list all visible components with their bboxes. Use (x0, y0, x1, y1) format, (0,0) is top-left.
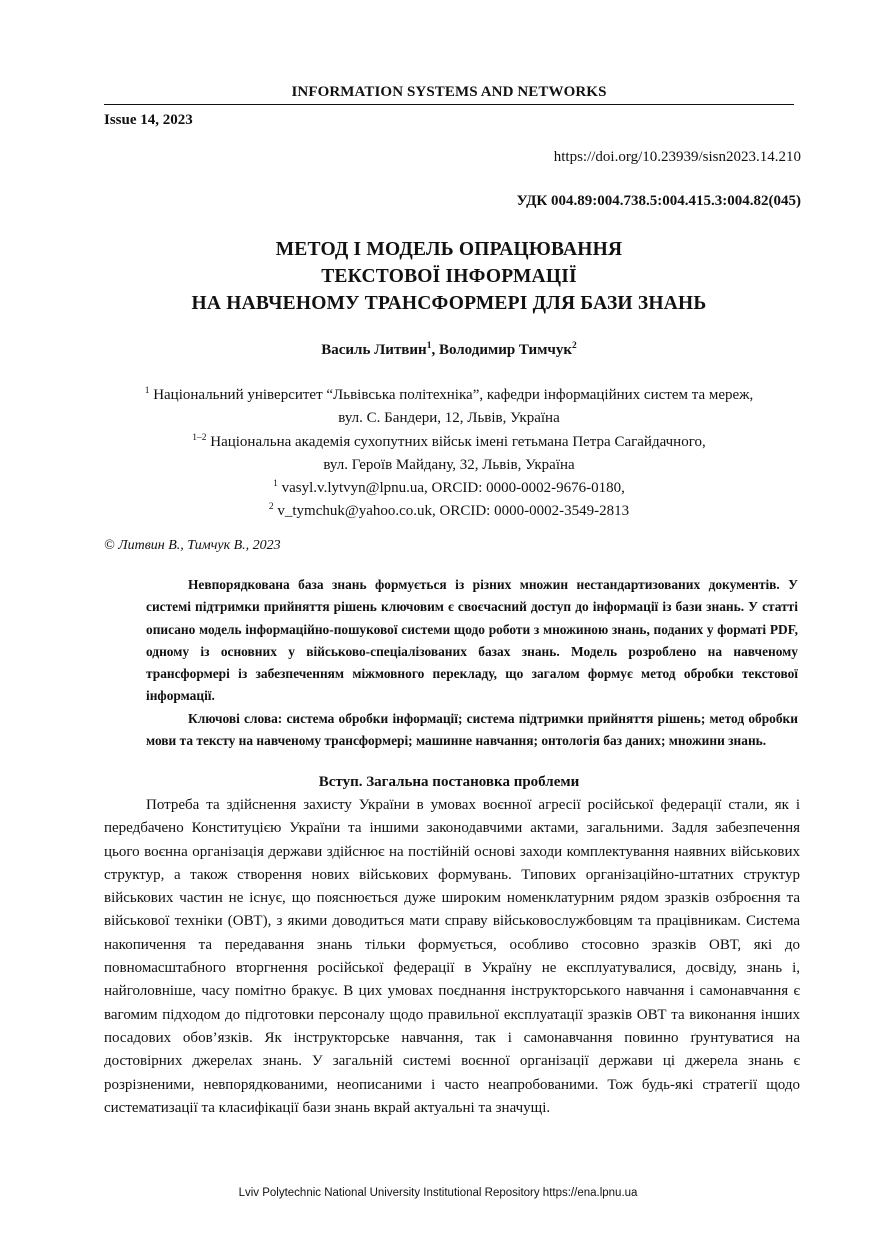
email-1-mark: 1 (273, 479, 278, 490)
intro-paragraph: Потреба та здійснення захисту України в умовах воєнної агресії російської федерації стали, як і передбачено Конституцією України та іншими законодавчими актами, загальними. Задля забезпечення цього воєнна організація держави здійснює на постійній основі заходи комплектування наявних військових структур, а також створення нових військових формувань. Типових організаційно-штатних структур військових частин не існує, що пояснюється дуже широким номенклатурним рядом зразків озброєння та військової техніки (ОВТ), з якими доводиться мати справу військовослужбовцям та працівникам. Система накопичення та передавання знань тільки формується, особливо стосовно зразків ОВТ, які до повномасштабного вторгнення російської федерації в Україну не експлуатувалися, досвіду, знань і, найголовніше, часу помітно бракує. В цих умовах поєднання інструкторського навчання і самонавчання є вагомим підходом до підготовки персоналу щодо правильної експлуатації зразків ОВТ та виконання інших посадових обов’язків. Як інструкторське навчання, так і самонавчання повинно ґрунтуватися на достовірних джерелах знань. У загальній системі воєнної організації держави ці джерела знань є розрізненими, невпорядкованими, неописаними і часто неапробованими. Тож будь-які стратегії щодо систематизації та класифікації бази знань вкрай актуальні та значущі. (104, 797, 800, 1116)
email-2-mark: 2 (268, 502, 274, 513)
header-rule (104, 104, 794, 105)
author-1-affil-mark: 1 (426, 341, 432, 351)
keywords: Ключові слова: система обробки інформації; система підтримки прийняття рішень; метод обробки мови та тексту на навченому трансформері; машинне навчання; онтологія баз даних; множини знань. (146, 710, 798, 749)
affiliation-2-address: вул. Героїв Майдану, 32, Львів, Україна (323, 456, 575, 473)
author-2-affil-mark: 2 (572, 341, 577, 351)
journal-name: INFORMATION SYSTEMS AND NETWORKS (291, 84, 607, 100)
issue-number: Issue 14, 2023 (104, 112, 193, 128)
paper-title (104, 236, 794, 317)
title-line-1: МЕТОД І МОДЕЛЬ ОПРАЦЮВАННЯ (275, 239, 623, 260)
repository-footer: Lviv Polytechnic National University Institutional Repository https://ena.lpnu.ua (238, 1187, 638, 1199)
copyright-notice: © Литвин В., Тимчук В., 2023 (104, 538, 281, 553)
affiliation-2-mark: 1–2 (192, 432, 207, 443)
author-list (104, 342, 794, 359)
affiliations (104, 384, 794, 524)
udc-code: УДК 004.89:004.738.5:004.415.3:004.82(045) (516, 193, 801, 209)
title-line-2: ТЕКСТОВОЇ ІНФОРМАЦІЇ (321, 266, 577, 287)
author-2-email-orcid[interactable]: v_tymchuk@yahoo.co.uk, ORCID: 0000-0002-3549-2813 (277, 503, 630, 520)
abstract (146, 574, 798, 752)
affiliation-1-mark: 1 (144, 386, 150, 396)
body-text (104, 794, 800, 1120)
author-separator: , (431, 342, 439, 358)
author-1-email-orcid[interactable]: vasyl.v.lytvyn@lpnu.ua, ORCID: 0000-0002-9676-0180, (281, 480, 625, 497)
author-2: Володимир Тимчук (438, 342, 573, 358)
affiliation-1-name: Національний університет “Львівська політехніка”, кафедри інформаційних систем та мереж, (153, 387, 754, 403)
doi-link[interactable]: https://doi.org/10.23939/sisn2023.14.210 (553, 149, 801, 165)
author-1: Василь Литвин (321, 342, 427, 358)
affiliation-1-address: вул. С. Бандери, 12, Львів, Україна (338, 410, 560, 427)
affiliation-2 (104, 431, 794, 454)
author-2-contact (104, 500, 794, 523)
abstract-text: Невпорядкована база знань формується із різних множин нестандартизованих документів. У системі підтримки прийняття рішень ключовим є своєчасний доступ до інформації із бази знань. У статті описано модель інформаційно-пошукової системи щодо роботи з множиною знань, поданих у форматі PDF, одному із основних у військово-спеціалізованих базах знань. Модель розроблено на навченому трансформері із забезпеченням міжмовного перекладу, що загалом формує метод обробки текстової інформації. (146, 577, 798, 704)
section-heading: Вступ. Загальна постановка проблеми (318, 774, 580, 790)
author-1-contact (104, 477, 794, 500)
affiliation-1 (104, 384, 794, 407)
title-line-3: НА НАВЧЕНОМУ ТРАНСФОРМЕРІ ДЛЯ БАЗИ ЗНАНЬ (191, 293, 707, 314)
affiliation-2-name: Національна академія сухопутних військ імені гетьмана Петра Сагайдачного, (210, 433, 706, 450)
